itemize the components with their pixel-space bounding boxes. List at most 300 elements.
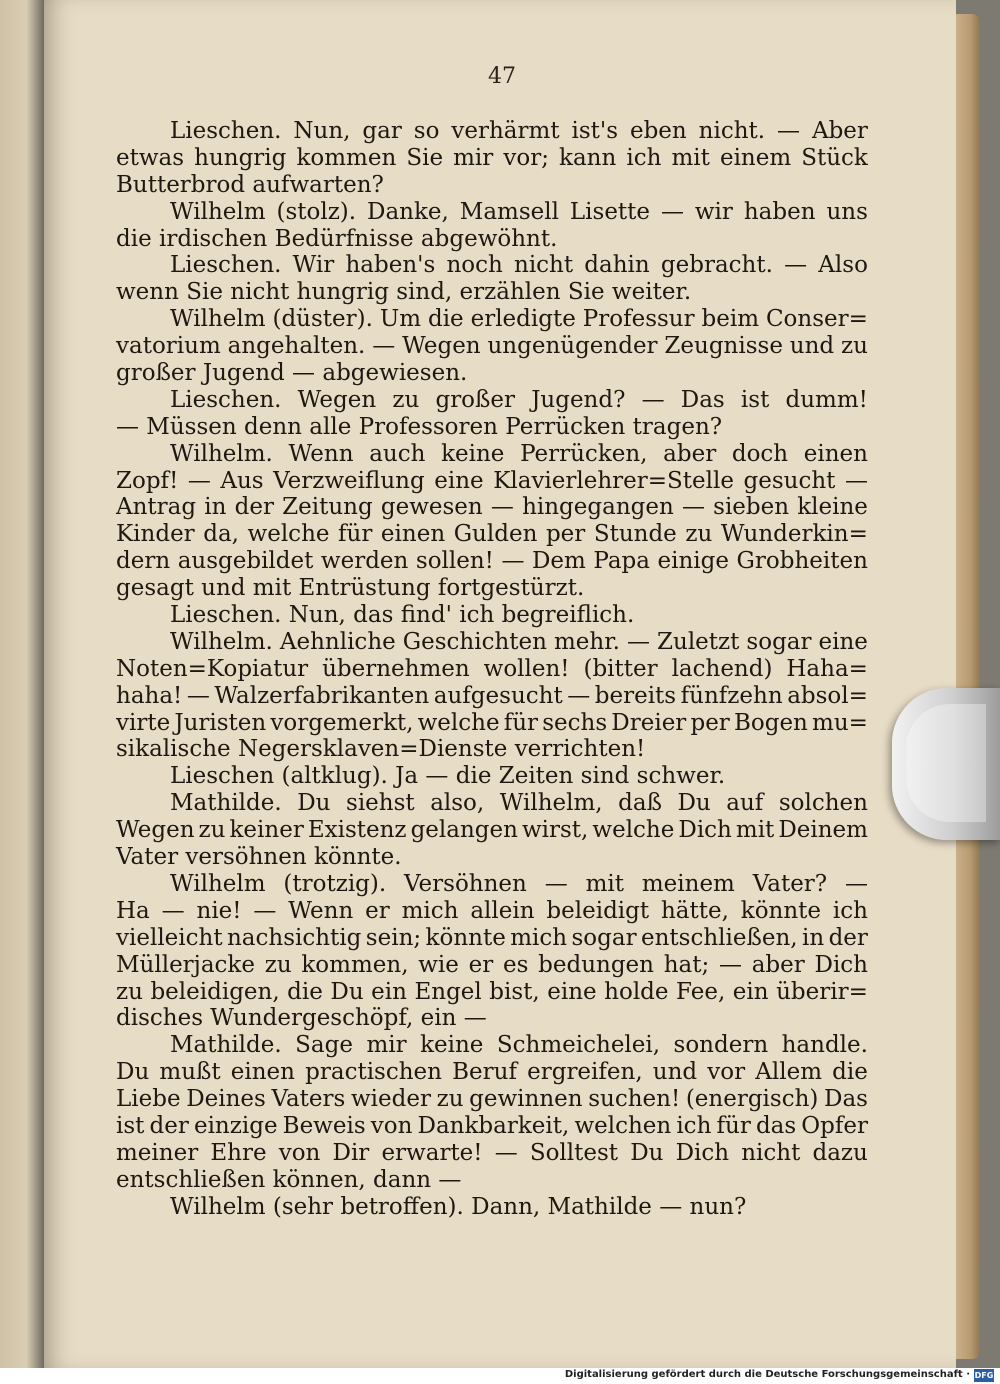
word: per (545, 521, 586, 548)
word: Lieschen. (170, 386, 282, 413)
text-line (116, 763, 868, 790)
word: Zuletzt (657, 628, 740, 655)
word: daß (618, 790, 662, 817)
word: — (501, 548, 525, 575)
word: Bogen (733, 709, 808, 736)
text-line (116, 414, 868, 441)
line-text: Wilhelm (sehr betroffen). Dann, Mathilde — nun? (170, 1193, 747, 1220)
word: da, (203, 521, 239, 548)
word: von (278, 1139, 321, 1166)
word: Dich (678, 817, 732, 844)
line-text: sikalische Negersklaven=Dienste verrichten! (116, 736, 646, 763)
text-line (116, 844, 868, 871)
word: Das (680, 386, 725, 413)
text-line (116, 172, 868, 199)
word: also, (430, 790, 485, 817)
word: zu (436, 1086, 464, 1113)
word: dahin (584, 252, 650, 279)
word: Vater? (752, 870, 828, 897)
word: hätte, (660, 897, 729, 924)
word: practischen (305, 1059, 442, 1086)
word: wirst, (521, 817, 589, 844)
word: Stunde (593, 521, 677, 548)
word: bedungen (538, 951, 654, 978)
word: Dich (814, 951, 868, 978)
word: Noten=Kopiatur (116, 655, 309, 682)
text-line (116, 656, 868, 683)
word: — (490, 494, 514, 521)
word: Juristen (174, 709, 267, 736)
word: Dir (332, 1139, 370, 1166)
word: mehr. (553, 628, 620, 655)
word: Allem (755, 1059, 823, 1086)
word: ist (740, 386, 770, 413)
word: Mathilde. (170, 790, 282, 817)
word: siehst (346, 790, 415, 817)
line-text: disches Wundergeschöpf, ein — (116, 1005, 487, 1032)
word: Um (379, 306, 422, 333)
word: einige (657, 548, 729, 575)
word: angehalten. (227, 333, 366, 360)
word: nicht (514, 252, 574, 279)
word: Wunderkin= (720, 521, 868, 548)
page-clip (892, 688, 1000, 840)
word: Jugend? (531, 386, 626, 413)
word: keine (420, 1032, 484, 1059)
word: — (186, 682, 210, 709)
word: Opfer (801, 1112, 868, 1139)
word: erwarte! (381, 1139, 483, 1166)
word: kann (559, 144, 617, 171)
text-line (116, 494, 868, 521)
word: Wilhelm. (170, 628, 273, 655)
word: welche (247, 521, 330, 548)
word: Antrag (116, 494, 197, 521)
text-line (116, 979, 868, 1006)
word: Sage (295, 1032, 353, 1059)
word: Geschichten (402, 628, 547, 655)
word: Deinem (778, 817, 868, 844)
word: werden (320, 548, 409, 575)
word: zu (264, 951, 292, 978)
word: Stück (801, 144, 868, 171)
text-line (116, 629, 868, 656)
word: hungrig (194, 144, 287, 171)
word: gewinnen (469, 1086, 583, 1113)
word: zu (841, 333, 868, 360)
digitization-credit: Digitalisierung gefördert durch die Deutsche Forschungsgemeinschaft · (564, 1369, 970, 1380)
line-text: — Müssen denn alle Professoren Perrücken tragen? (116, 413, 723, 440)
text-line (116, 118, 868, 145)
word: Aehnliche (279, 628, 396, 655)
word: (bitter (583, 655, 658, 682)
text-line (116, 226, 868, 253)
word: meinem (641, 870, 735, 897)
word: der (234, 494, 274, 521)
word: Kinder (116, 521, 195, 548)
word: sondern (673, 1032, 769, 1059)
text-line (116, 871, 868, 898)
word: gewesen (380, 494, 483, 521)
word: zu (685, 521, 713, 548)
word: für (716, 1112, 751, 1139)
line-text: Vater versöhnen könnte. (116, 844, 402, 871)
word: vor (707, 1059, 746, 1086)
word: vor; (503, 144, 549, 171)
word: ergreifen, (527, 1059, 643, 1086)
word: Nun, (293, 118, 351, 144)
text-line (116, 1005, 868, 1032)
word: einem (719, 144, 792, 171)
word: haben's (345, 252, 436, 279)
word: Liebe (116, 1086, 181, 1113)
word: — (784, 252, 808, 279)
word: Versöhnen (404, 870, 527, 897)
word: uns (826, 198, 868, 225)
word: gesucht (743, 467, 836, 494)
word: mich (401, 897, 459, 924)
word: — (161, 897, 185, 924)
word: beim (701, 306, 760, 333)
word: es (502, 951, 529, 978)
word: beleidigt (546, 897, 650, 924)
word: welchen (574, 1112, 672, 1139)
word: Danke, (367, 198, 449, 225)
word: Wegen (116, 817, 195, 844)
word: Zopf! (116, 467, 179, 494)
word: Du (297, 790, 331, 817)
word: Du (630, 1139, 664, 1166)
word: haha! (116, 682, 183, 709)
text-line (116, 1194, 868, 1221)
word: Wenn (288, 440, 354, 467)
text-line (116, 736, 868, 763)
text-line (116, 1140, 868, 1167)
word: Aus (220, 467, 264, 494)
text-line (116, 952, 868, 979)
word: für (503, 709, 539, 736)
word: kleine (797, 494, 868, 521)
word: Solltest (529, 1139, 619, 1166)
word: die (427, 306, 464, 333)
word: nachsichtig (226, 924, 362, 951)
word: nie! (196, 897, 242, 924)
word: gar (362, 118, 402, 144)
word: er (468, 951, 494, 978)
word: entschließen, (641, 924, 798, 951)
word: Zeugnisse (664, 333, 783, 360)
word: — (627, 628, 651, 655)
word: ausgebildet (177, 548, 314, 575)
word: ein (732, 978, 769, 1005)
word: Wilhelm. (170, 440, 273, 467)
line-text: gesagt und mit Entrüstung fortgestürzt. (116, 575, 585, 602)
word: Du (330, 978, 364, 1005)
word: — (494, 1139, 518, 1166)
word: Fee, (676, 978, 726, 1005)
word: Walzerfabrikanten (214, 682, 430, 709)
word: und (652, 1059, 698, 1086)
word: bereits (594, 682, 677, 709)
word: mit (585, 870, 624, 897)
text-line (116, 710, 868, 737)
word: Sie (406, 144, 444, 171)
word: Beweis (282, 1112, 366, 1139)
word: Papa (593, 548, 650, 575)
word: sogar (746, 628, 812, 655)
word: hingegangen (522, 494, 674, 521)
word: per (690, 709, 730, 736)
word: Ehre (210, 1139, 267, 1166)
word: — (718, 951, 742, 978)
word: Klavierlehrer=Stelle (493, 467, 734, 494)
line-text: wenn Sie nicht hungrig sind, erzählen Sie weiter. (116, 279, 692, 306)
word: auch (369, 440, 426, 467)
text-line (116, 1167, 868, 1194)
word: Gulden (453, 521, 538, 548)
word: Engel (414, 978, 482, 1005)
text-line (116, 360, 868, 387)
word: so (413, 118, 440, 144)
word: wir (694, 198, 733, 225)
word: — (253, 897, 277, 924)
text-line (116, 387, 868, 414)
text-line (116, 521, 868, 548)
word: absol= (787, 682, 868, 709)
word: Lieschen. (170, 252, 282, 279)
word: Haha= (786, 655, 868, 682)
word: ich (676, 1112, 712, 1139)
word: Beruf (452, 1059, 517, 1086)
word: Müllerjacke (116, 951, 255, 978)
word: auf (726, 790, 764, 817)
word: ist (116, 1112, 145, 1139)
word: einen (803, 440, 868, 467)
word: mich (510, 924, 568, 951)
word: sechs (542, 709, 608, 736)
word: — (372, 333, 396, 360)
word: die (287, 978, 323, 1005)
text-line (116, 441, 868, 468)
word: Du (677, 790, 711, 817)
word: — (567, 682, 591, 709)
word: von (370, 1112, 413, 1139)
word: welche (592, 817, 675, 844)
word: ein (371, 978, 407, 1005)
word: Lisette (569, 198, 651, 225)
word: allein (470, 897, 535, 924)
word: fünfzehn (680, 682, 783, 709)
text-line (116, 925, 868, 952)
word: vorgemerkt, (270, 709, 414, 736)
text-line (116, 1086, 868, 1113)
word: — (641, 386, 665, 413)
word: einen (230, 1059, 295, 1086)
text-line (116, 817, 868, 844)
dfg-logo: DFG (974, 1371, 994, 1380)
word: einzige (193, 1112, 278, 1139)
word: haben (743, 198, 816, 225)
word: Schmeichelei, (496, 1032, 661, 1059)
text-line (116, 1113, 868, 1140)
word: noch (446, 252, 503, 279)
text-line (116, 333, 868, 360)
word: der (828, 924, 868, 951)
word: eine (434, 467, 484, 494)
word: Wilhelm (170, 306, 266, 333)
word: Wilhelm (170, 870, 266, 897)
word: mit (671, 144, 710, 171)
word: er (365, 897, 390, 924)
word: kommen, (301, 951, 409, 978)
text-line (116, 252, 868, 279)
word: ist's (571, 118, 619, 144)
word: meiner (116, 1139, 199, 1166)
word: — (187, 467, 211, 494)
word: Das (824, 1086, 868, 1113)
word: Dreier (611, 709, 687, 736)
word: Wegen (402, 333, 481, 360)
word: doch (731, 440, 789, 467)
word: Verzweiflung (273, 467, 425, 494)
word: (trotzig). (283, 870, 387, 897)
text-line (116, 1059, 868, 1086)
word: welche (417, 709, 500, 736)
word: zu (392, 386, 420, 413)
word: — (681, 494, 705, 521)
word: (düster). (272, 306, 373, 333)
word: Deines (186, 1086, 266, 1113)
word: kommen (296, 144, 397, 171)
word: zu (198, 817, 226, 844)
word: Wilhelm (170, 198, 266, 225)
word: Conser= (765, 306, 868, 333)
word: Grobheiten (736, 548, 868, 575)
word: eine (818, 628, 868, 655)
word: Also (818, 252, 868, 279)
text-line (116, 602, 868, 629)
word: — (660, 198, 684, 225)
text-line (116, 1032, 868, 1059)
word: — (544, 870, 568, 897)
word: Mamsell (459, 198, 559, 225)
page-stack-edge (956, 14, 980, 1359)
word: mit (735, 817, 775, 844)
page-text (116, 118, 868, 1221)
word: keiner (229, 817, 304, 844)
line-text: Lieschen (altklug). Ja — die Zeiten sind schwer. (170, 763, 726, 790)
word: Dich (675, 1139, 730, 1166)
word: der (149, 1112, 189, 1139)
word: bist, (489, 978, 540, 1005)
word: ich (626, 144, 662, 171)
word: überir= (776, 978, 868, 1005)
word: übernehmen (322, 655, 470, 682)
word: nicht (741, 1139, 801, 1166)
word: Wegen (297, 386, 377, 413)
text-line (116, 790, 868, 817)
word: solchen (778, 790, 868, 817)
word: sein; (365, 924, 422, 951)
word: dumm! (785, 386, 868, 413)
word: wieder (350, 1086, 431, 1113)
line-text: entschließen können, dann — (116, 1166, 462, 1193)
word: Ha (116, 897, 150, 924)
word: ungenügender (487, 333, 658, 360)
word: einen (380, 521, 446, 548)
word: Zeitung (282, 494, 373, 521)
text-line (116, 898, 868, 925)
word: zu (116, 978, 143, 1005)
facing-page-edge (0, 0, 44, 1384)
word: (energisch) (685, 1086, 819, 1113)
word: Wenn (288, 897, 354, 924)
word: (stolz). (276, 198, 357, 225)
word: nicht. (698, 118, 766, 144)
word: erledigte (470, 306, 576, 333)
text-line (116, 468, 868, 495)
text-line (116, 548, 868, 575)
word: Dankbarkeit, (417, 1112, 570, 1139)
word: verhärmt (451, 118, 560, 144)
word: vatorium (116, 333, 221, 360)
word: dazu (812, 1139, 868, 1166)
word: wollen! (483, 655, 570, 682)
word: vielleicht (116, 924, 223, 951)
word: sollen! (415, 548, 494, 575)
word: Existenz (307, 817, 407, 844)
word: sogar (571, 924, 637, 951)
word: keine (441, 440, 505, 467)
page-number: 47 (488, 64, 516, 89)
word: Lieschen. (170, 118, 282, 144)
line-text: die irdischen Bedürfnisse abgewöhnt. (116, 225, 558, 252)
word: aufgesucht (433, 682, 563, 709)
word: Wilhelm, (499, 790, 603, 817)
word: hat; (663, 951, 710, 978)
line-text: Butterbrod aufwarten? (116, 171, 384, 198)
word: könnte (425, 924, 506, 951)
word: mir (366, 1032, 407, 1059)
line-text: Lieschen. Nun, das find' ich begreiflich. (170, 602, 635, 629)
word: für (338, 521, 373, 548)
word: könnte (740, 897, 822, 924)
text-line (116, 683, 868, 710)
word: sieben (713, 494, 790, 521)
word: Dem (531, 548, 586, 575)
word: dern (116, 548, 171, 575)
word: Du (116, 1059, 150, 1086)
word: — (777, 118, 801, 144)
word: etwas (116, 144, 185, 171)
text-line (116, 145, 868, 172)
word: das (755, 1112, 797, 1139)
word: Aber (811, 118, 868, 144)
word: mu= (812, 709, 868, 736)
word: Professur (582, 306, 695, 333)
word: in (204, 494, 227, 521)
word: gebracht. (660, 252, 773, 279)
word: mußt (159, 1059, 221, 1086)
word: eine (547, 978, 597, 1005)
word: Mathilde. (170, 1032, 282, 1059)
text-line (116, 199, 868, 226)
word: suchen! (588, 1086, 681, 1113)
word: beleidigen, (150, 978, 280, 1005)
word: aber (663, 440, 717, 467)
text-line (116, 279, 868, 306)
word: Wir (292, 252, 335, 279)
